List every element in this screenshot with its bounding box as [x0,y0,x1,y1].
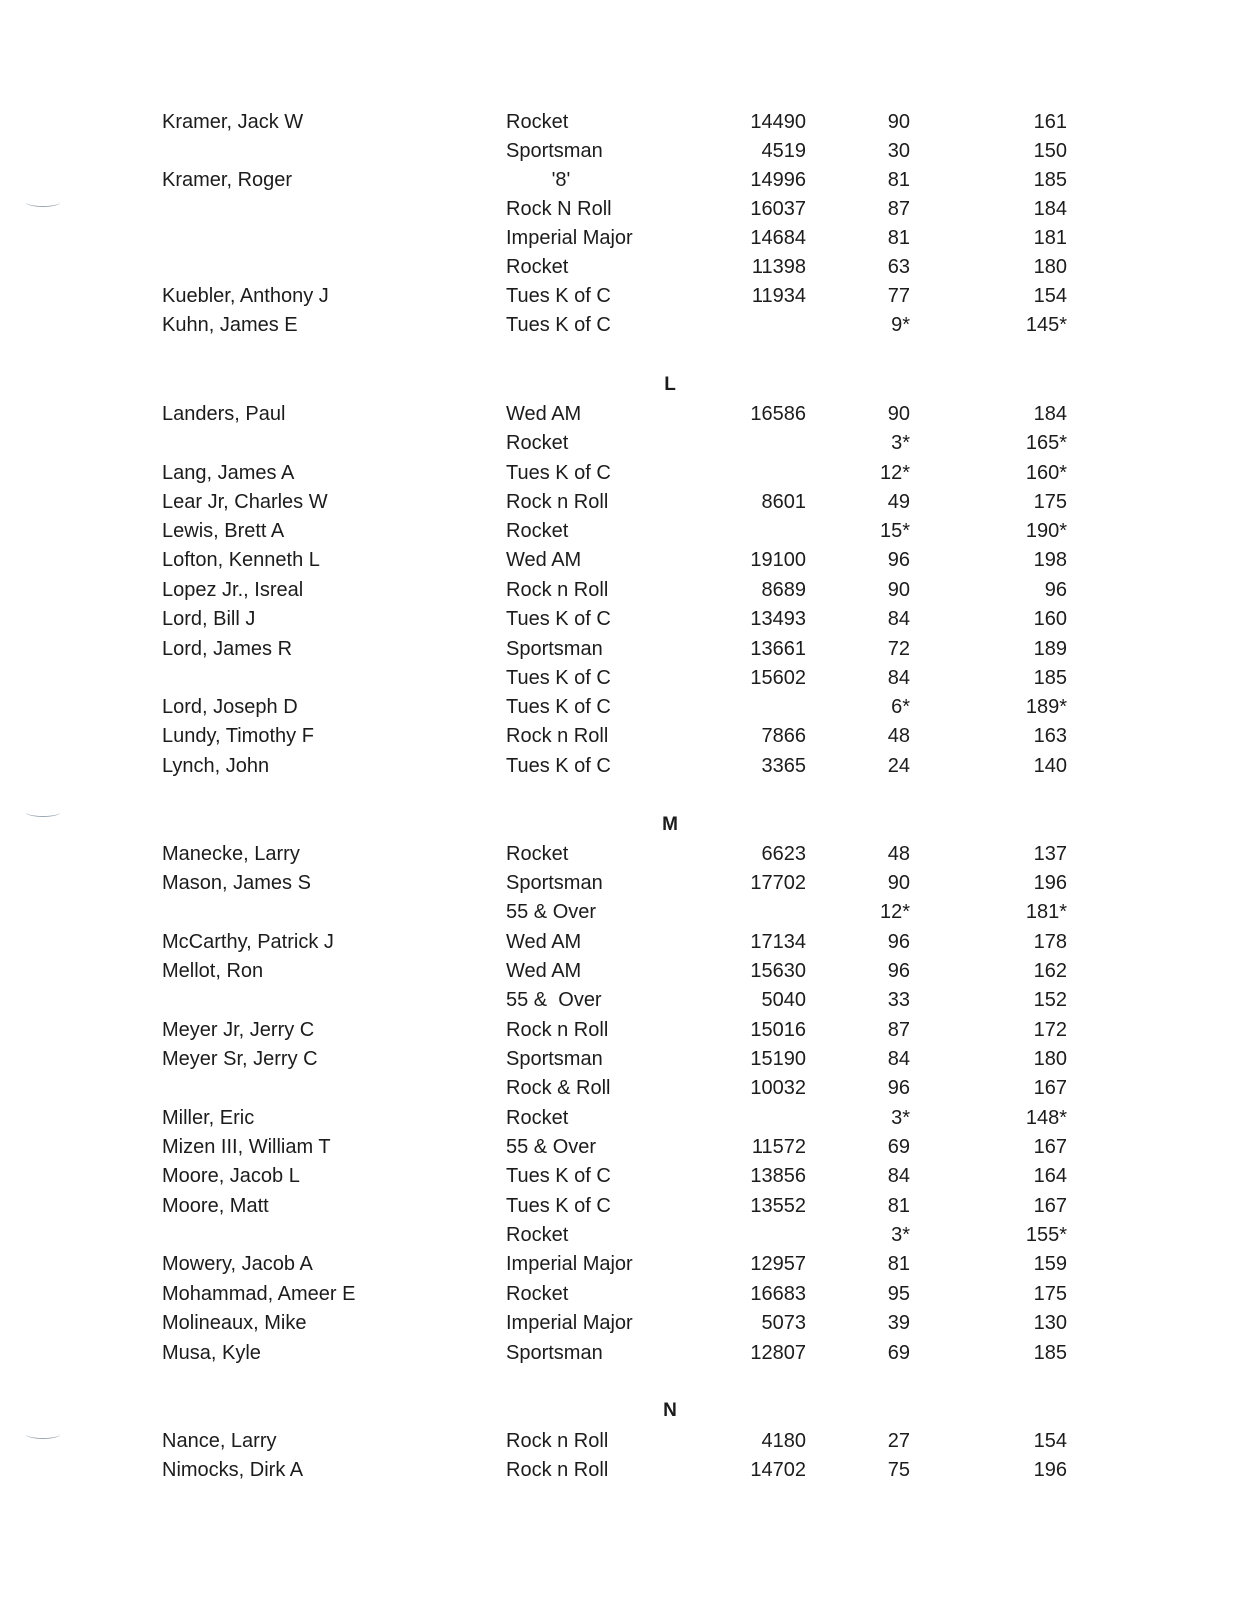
punch-mark-middle [26,808,60,817]
average: 181* [1025,901,1067,923]
total-pins: 13493 [750,608,806,630]
total-pins: 14684 [750,227,806,249]
games-count: 49 [887,491,910,513]
average: 185 [1033,667,1067,689]
average: 167 [1033,1136,1067,1158]
average: 196 [1033,872,1067,894]
games-count: 84 [887,1165,910,1187]
games-count: 69 [887,1342,910,1364]
total-pins: 7866 [761,725,806,747]
league-name: Rocket [506,520,569,542]
table-row [0,458,1245,488]
total-pins: 15016 [750,1019,806,1041]
league-name: Wed AM [506,549,582,571]
total-pins: 12957 [750,1253,806,1275]
league-name: Tues K of C [506,1165,611,1187]
games-count: 39 [887,1312,910,1334]
table-row [0,1338,1245,1368]
table-row [0,868,1245,898]
total-pins: 13856 [750,1165,806,1187]
league-name: Rocket [506,256,569,278]
average: 137 [1033,843,1067,865]
table-row [0,516,1245,546]
table-row [0,1455,1245,1485]
league-name: 55 & Over [506,901,597,923]
average: 196 [1033,1459,1067,1481]
bowler-name: Lewis, Brett A [162,520,285,542]
league-name: Rock n Roll [506,1430,609,1452]
league-name: Rock N Roll [506,198,612,220]
league-name: Tues K of C [506,314,611,336]
table-row [0,1103,1245,1133]
bowler-name: Mizen III, William T [162,1136,331,1158]
average: 189 [1033,638,1067,660]
average: 154 [1033,1430,1067,1452]
total-pins: 16586 [750,403,806,425]
league-name: Rocket [506,111,569,133]
table-row [0,721,1245,751]
average: 152 [1033,989,1067,1011]
total-pins: 13552 [750,1195,806,1217]
league-name: Rocket [506,1107,569,1129]
bowler-name: Manecke, Larry [162,843,300,865]
table-row [0,545,1245,575]
bowler-name: Mohammad, Ameer E [162,1283,356,1305]
average: 159 [1033,1253,1067,1275]
games-count: 12* [879,462,910,484]
bowler-name: Mowery, Jacob A [162,1253,313,1275]
games-count: 72 [887,638,910,660]
league-name: Rocket [506,1283,569,1305]
bowler-name: Moore, Jacob L [162,1165,300,1187]
games-count: 30 [887,140,910,162]
average: 180 [1033,256,1067,278]
table-row [0,1220,1245,1250]
total-pins: 14996 [750,169,806,191]
average: 154 [1033,285,1067,307]
league-name: Sportsman [506,1048,603,1070]
games-count: 87 [887,198,910,220]
league-name: Sportsman [506,140,603,162]
league-name: Tues K of C [506,462,611,484]
section-heading-m: M [662,814,678,835]
total-pins: 15190 [750,1048,806,1070]
total-pins: 15630 [750,960,806,982]
league-name: Wed AM [506,960,582,982]
table-row [0,1161,1245,1191]
games-count: 48 [887,725,910,747]
average: 161 [1033,111,1067,133]
league-name: Tues K of C [506,667,611,689]
games-count: 27 [887,1430,910,1452]
total-pins: 17134 [750,931,806,953]
bowler-name: Mellot, Ron [162,960,264,982]
league-name: Tues K of C [506,696,611,718]
table-row [0,1191,1245,1221]
section-heading-l: L [664,374,676,395]
games-count: 24 [887,755,910,777]
league-name: Tues K of C [506,285,611,307]
league-name: Sportsman [506,1342,603,1364]
games-count: 3* [891,1224,910,1246]
games-count: 96 [887,960,910,982]
bowler-name: McCarthy, Patrick J [162,931,334,953]
table-row [0,252,1245,282]
league-name: Sportsman [506,872,603,894]
league-name: Rock n Roll [506,725,609,747]
table-row [0,1044,1245,1074]
table-row [0,839,1245,869]
average: 160 [1033,608,1067,630]
total-pins: 8601 [761,491,806,513]
bowler-name: Kramer, Roger [162,169,293,191]
total-pins: 4180 [761,1430,806,1452]
league-name: Rock n Roll [506,1019,609,1041]
section-heading-n: N [663,1400,677,1421]
bowler-name: Molineaux, Mike [162,1312,307,1334]
average: 178 [1033,931,1067,953]
games-count: 48 [887,843,910,865]
total-pins: 6623 [761,843,806,865]
table-row [0,428,1245,458]
table-row [0,1249,1245,1279]
games-count: 81 [887,1195,910,1217]
bowler-name: Meyer Sr, Jerry C [162,1048,318,1070]
total-pins: 3365 [761,755,806,777]
games-count: 33 [887,989,910,1011]
bowler-name: Kuebler, Anthony J [162,285,329,307]
table-row [0,487,1245,517]
table-row [0,1426,1245,1456]
games-count: 77 [887,285,910,307]
bowler-name: Meyer Jr, Jerry C [162,1019,315,1041]
games-count: 90 [887,579,910,601]
bowler-name: Moore, Matt [162,1195,269,1217]
games-count: 90 [887,872,910,894]
total-pins: 4519 [761,140,806,162]
games-count: 3* [891,432,910,454]
table-row [0,1308,1245,1338]
average: 140 [1033,755,1067,777]
games-count: 95 [887,1283,910,1305]
table-row [0,399,1245,429]
league-name: Sportsman [506,638,603,660]
table-row [0,107,1245,137]
games-count: 84 [887,1048,910,1070]
average: 165* [1025,432,1067,454]
total-pins: 11572 [751,1136,806,1158]
games-count: 87 [887,1019,910,1041]
bowler-name: Lang, James A [162,462,295,484]
table-row [0,751,1245,781]
bowler-name: Nance, Larry [162,1430,277,1452]
table-row [0,194,1245,224]
bowler-name: Kuhn, James E [162,314,298,336]
bowler-name: Lear Jr, Charles W [162,491,328,513]
games-count: 81 [887,169,910,191]
table-row [0,634,1245,664]
league-name: 55 & Over [506,989,602,1011]
bowler-name: Mason, James S [162,872,311,894]
bowler-name: Lord, Joseph D [162,696,298,718]
total-pins: 19100 [750,549,806,571]
total-pins: 11398 [751,256,806,278]
bowler-name: Musa, Kyle [162,1342,261,1364]
league-name: Rock & Roll [506,1077,611,1099]
games-count: 63 [887,256,910,278]
table-row [0,985,1245,1015]
league-name: '8' [551,169,571,191]
bowler-name: Lynch, John [162,755,270,777]
table-row [0,663,1245,693]
league-name: Rock n Roll [506,491,609,513]
average: 181 [1033,227,1067,249]
average: 185 [1033,1342,1067,1364]
games-count: 84 [887,667,910,689]
average: 145* [1025,314,1067,336]
games-count: 81 [887,227,910,249]
table-row [0,604,1245,634]
total-pins: 10032 [750,1077,806,1099]
table-row [0,281,1245,311]
average: 172 [1033,1019,1067,1041]
table-row [0,1279,1245,1309]
league-name: 55 & Over [506,1136,597,1158]
table-row [0,575,1245,605]
league-name: Rocket [506,1224,569,1246]
league-name: Rock n Roll [506,579,609,601]
average: 198 [1033,549,1067,571]
total-pins: 8689 [761,579,806,601]
table-row [0,1132,1245,1162]
league-name: Tues K of C [506,755,611,777]
bowler-name: Landers, Paul [162,403,286,425]
total-pins: 14490 [750,111,806,133]
games-count: 12* [879,901,910,923]
total-pins: 15602 [750,667,806,689]
games-count: 9* [891,314,910,336]
games-count: 75 [887,1459,910,1481]
league-name: Imperial Major [506,1312,633,1334]
games-count: 90 [887,403,910,425]
average: 167 [1033,1077,1067,1099]
league-name: Tues K of C [506,608,611,630]
league-name: Imperial Major [506,1253,633,1275]
bowler-name: Lofton, Kenneth L [162,549,320,571]
table-row [0,956,1245,986]
average: 184 [1033,198,1067,220]
league-name: Wed AM [506,931,582,953]
table-row [0,927,1245,957]
average: 175 [1033,491,1067,513]
table-row [0,136,1245,166]
average: 185 [1033,169,1067,191]
games-count: 96 [887,549,910,571]
bowler-name: Lundy, Timothy F [162,725,314,747]
bowler-name: Lord, Bill J [162,608,256,630]
table-row [0,310,1245,340]
games-count: 15* [879,520,910,542]
average: 160* [1025,462,1067,484]
bowler-name: Nimocks, Dirk A [162,1459,304,1481]
league-name: Rock n Roll [506,1459,609,1481]
games-count: 96 [887,931,910,953]
total-pins: 14702 [750,1459,806,1481]
league-name: Wed AM [506,403,582,425]
bowler-name: Lopez Jr., Isreal [162,579,304,601]
total-pins: 5073 [761,1312,806,1334]
bowler-name: Miller, Eric [162,1107,255,1129]
average: 130 [1033,1312,1067,1334]
total-pins: 17702 [750,872,806,894]
table-row [0,223,1245,253]
games-count: 69 [887,1136,910,1158]
games-count: 84 [887,608,910,630]
total-pins: 12807 [750,1342,806,1364]
average: 164 [1033,1165,1067,1187]
league-name: Imperial Major [506,227,633,249]
total-pins: 11934 [751,285,806,307]
games-count: 96 [887,1077,910,1099]
average: 155* [1025,1224,1067,1246]
average: 189* [1025,696,1067,718]
average: 162 [1033,960,1067,982]
total-pins: 16037 [750,198,806,220]
league-name: Tues K of C [506,1195,611,1217]
games-count: 90 [887,111,910,133]
total-pins: 16683 [750,1283,806,1305]
average: 184 [1033,403,1067,425]
bowler-name: Kramer, Jack W [162,111,304,133]
average: 148* [1025,1107,1067,1129]
total-pins: 13661 [750,638,806,660]
table-row [0,897,1245,927]
average: 163 [1033,725,1067,747]
league-name: Rocket [506,432,569,454]
games-count: 81 [887,1253,910,1275]
games-count: 3* [891,1107,910,1129]
average: 96 [1044,579,1067,601]
games-count: 6* [891,696,910,718]
table-row [0,1015,1245,1045]
bowler-name: Lord, James R [162,638,293,660]
average: 180 [1033,1048,1067,1070]
league-name: Rocket [506,843,569,865]
table-row [0,1073,1245,1103]
average: 167 [1033,1195,1067,1217]
average: 190* [1025,520,1067,542]
total-pins: 5040 [761,989,806,1011]
average: 175 [1033,1283,1067,1305]
table-row [0,165,1245,195]
average: 150 [1033,140,1067,162]
table-row [0,692,1245,722]
